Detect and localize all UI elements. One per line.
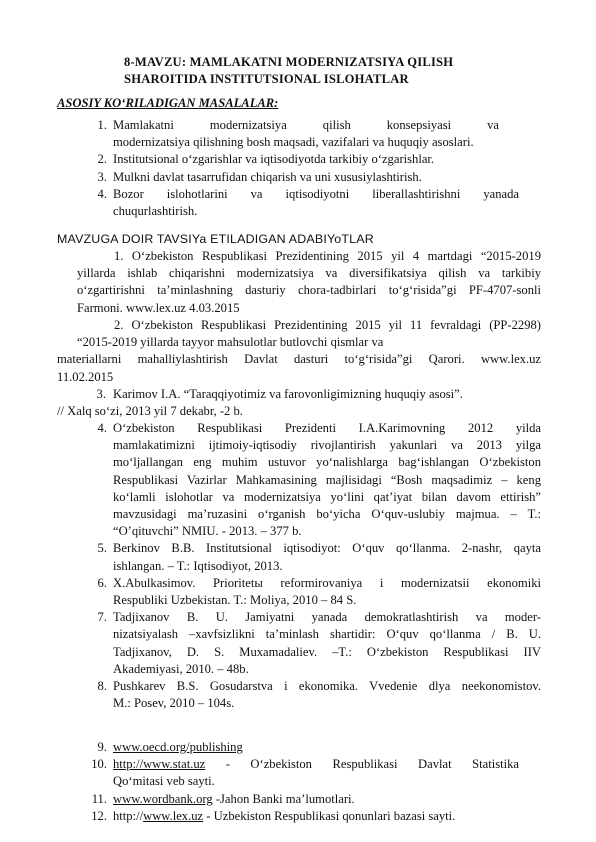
reference-line: mavzusidagi ma’ruzasini o‘rganish bo‘yicha O‘quv-uslubiy majmua. – T.: — [113, 507, 541, 522]
wordbank-link[interactable]: www.wordbank.org — [113, 791, 213, 806]
list-item-text — [113, 808, 455, 825]
reference-line: Akademiyasi, 2010. – 48b. — [113, 661, 249, 676]
reference-1 — [77, 248, 541, 317]
list-number: 8. — [97, 679, 107, 694]
url-prefix: http:// — [113, 808, 144, 823]
link-description: -Jahon Banki ma’lumotlari. — [212, 791, 355, 806]
list-item — [77, 169, 519, 186]
reference-line: // Xalq so‘zi, 2013 yil 7 dekabr, -2 b. — [57, 404, 243, 419]
reference-line: “O’qituvchi” NMIU. - 2013. – 377 b. — [113, 524, 302, 539]
list-item-text — [113, 791, 355, 808]
reference-line: yillarda ishlab chiqarishni modernizatsiya va diversifikatsiya qilish va tarkibiy — [77, 266, 541, 281]
list-number: 10. — [91, 757, 107, 772]
list-number: 12. — [91, 808, 107, 823]
list-item — [77, 808, 541, 825]
list-item — [77, 678, 541, 712]
reference-list — [77, 420, 541, 712]
web-reference-list — [77, 739, 541, 825]
reference-line: o‘zgartirishni ta’minlashning dasturiy chora-tadbirlari to‘g‘risida”gi PF-4707-sonli — [77, 283, 541, 298]
list-item-text — [113, 420, 541, 540]
reference-line: 11.02.2015 — [57, 369, 114, 384]
list-number: 7. — [97, 610, 107, 625]
reference-line: “2015-2019 yillarda tayyor mahsulotlar butlovchi qismlar va — [77, 335, 384, 350]
reference-line: mamlakatimizni ijtimoiy-iqtisodiy rivojlantirish yakunlari va 2013 yilga — [113, 438, 541, 453]
reference-line: Karimov I.A. “Taraqqiyotimiz va farovonligimizning huquqiy asosi”. — [113, 387, 463, 401]
list-number: 4. — [97, 421, 107, 435]
reference-line: Farmoni. www.lex.uz 4.03.2015 — [77, 300, 240, 315]
list-item — [77, 420, 541, 540]
list-item-text: Institutsional o‘zgarishlar va iqtisodiyotda tarkibiy o‘zgarishlar. — [113, 152, 435, 167]
list-item — [77, 151, 519, 168]
list-number: 5. — [97, 541, 107, 556]
list-item-text — [113, 756, 519, 773]
list-item-text — [113, 540, 541, 574]
reference-line: mo‘ljallangan eng muhim ustuvor yo‘nalishlarga bag‘ishlangan O‘zbekiston — [113, 455, 541, 470]
list-item — [77, 609, 541, 678]
list-item-text: Qo‘mitasi veb sayti. — [113, 774, 215, 789]
list-item — [77, 540, 541, 574]
reference-3 — [57, 386, 541, 420]
list-item — [77, 186, 519, 220]
link-description: - O‘zbekiston Respublikasi Davlat Statistika — [205, 757, 519, 772]
list-item — [77, 117, 519, 151]
reference-line: X.Abulkasimov. Prioritetы reformirovaniya i modernizatsii ekonomiki — [113, 575, 541, 590]
list-number: 4. — [97, 186, 107, 201]
issues-list — [77, 117, 519, 220]
reference-2 — [57, 317, 541, 386]
reference-line: Respublikasi Vazirlar Mahkamasining majlisidagi “Bosh maqsadimiz – keng — [113, 472, 541, 487]
list-number: 6. — [97, 575, 107, 590]
list-item-text: Mulkni davlat tasarrufidan chiqarish va uni xususiylashtirish. — [113, 169, 422, 184]
reference-line: ishlangan. – T.: Iqtisodiyot, 2013. — [113, 558, 283, 573]
list-item-text: chuqurlashtirish. — [113, 203, 198, 218]
list-number: 9. — [97, 740, 107, 754]
list-item-text: modernizatsiya qilishning bosh maqsadi, vazifalari va huquqiy asoslari. — [113, 135, 474, 150]
list-item-text: Mamlakatni modernizatsiya qilish konsepsiyasi va — [113, 118, 499, 132]
stat-link[interactable]: http://www.stat.uz — [113, 757, 206, 772]
reference-line: Tadjixanov, D. S. Muxamadaliev. –T.: O‘zbekiston Respublikasi IIV — [113, 644, 541, 659]
reference-line: O‘zbekiston Respublikasi Prezidenti I.A.Karimovning 2012 yilda — [113, 421, 541, 435]
list-item-text — [113, 609, 541, 678]
list-item — [77, 791, 541, 808]
page-title — [124, 54, 544, 88]
reference-line: Respubliki Uzbekistan. T.: Moliya, 2010 – 84 S. — [113, 593, 357, 608]
lex-link[interactable]: www.lex.uz — [143, 808, 204, 823]
reference-line: Pushkarev B.S. Gosudarstva i ekonomika. Vvedenie dlya neekonomistov. — [113, 679, 541, 694]
reference-line: Tadjixanov B. U. Jamiyatni yanada demokratlashtirish va moder- — [113, 610, 541, 625]
reference-line: 1. O‘zbekiston Respublikasi Prezidentining 2015 yil 4 martdagi “2015-2019 — [114, 249, 541, 263]
list-item-text: Bozor islohotlarini va iqtisodiyotni liberallashtirishni yanada — [113, 186, 519, 201]
reference-line: ko‘lamli islohotlar va modernizatsiya yo‘lini qat’iyat bilan davom ettirish” — [113, 489, 541, 504]
list-number: 2. — [97, 152, 107, 167]
list-item-text — [113, 575, 541, 609]
reference-line: nizatsiyalash –xavfsizlikni ta’minlash shartidir: O‘quv qo‘llanma / B. U. — [113, 627, 541, 642]
list-number: 11. — [91, 791, 107, 806]
reference-line: materiallarni mahalliylashtirish Davlat dasturi to‘g‘risida”gi Qarori. www.lex.uz — [57, 352, 541, 367]
list-item — [77, 756, 541, 790]
main-issues-heading: ASOSIY KO‘RILADIGAN MASALALAR: — [57, 96, 279, 110]
title-line-2: SHAROITIDA INSTITUTSIONAL ISLOHATLAR — [124, 72, 409, 86]
literature-heading: MAVZUGA DOIR TAVSIYa ETILADIGAN ADABIYoTLAR — [57, 232, 374, 246]
reference-line: Berkinov B.B. Institutsional iqtisodiyot: O‘quv qo‘llanma. 2-nashr, qayta — [113, 541, 541, 556]
title-line-1: 8-MAVZU: MAMLAKATNI MODERNIZATSIYA QILISH — [124, 55, 454, 69]
link-description: - Uzbekiston Respublikasi qonunlari bazasi sayti. — [203, 808, 456, 823]
list-item — [77, 575, 541, 609]
list-number: 3. — [96, 387, 106, 401]
list-item-text — [113, 678, 541, 712]
list-number: 3. — [97, 169, 107, 184]
list-number: 1. — [97, 118, 107, 132]
oecd-link[interactable]: www.oecd.org/publishing — [113, 740, 243, 754]
reference-line: 2. O‘zbekiston Respublikasi Prezidentining 2015 yil 11 fevraldagi (PP-2298) — [114, 318, 541, 332]
reference-line: M.: Posev, 2010 – 104s. — [113, 696, 235, 711]
list-item — [77, 739, 541, 756]
